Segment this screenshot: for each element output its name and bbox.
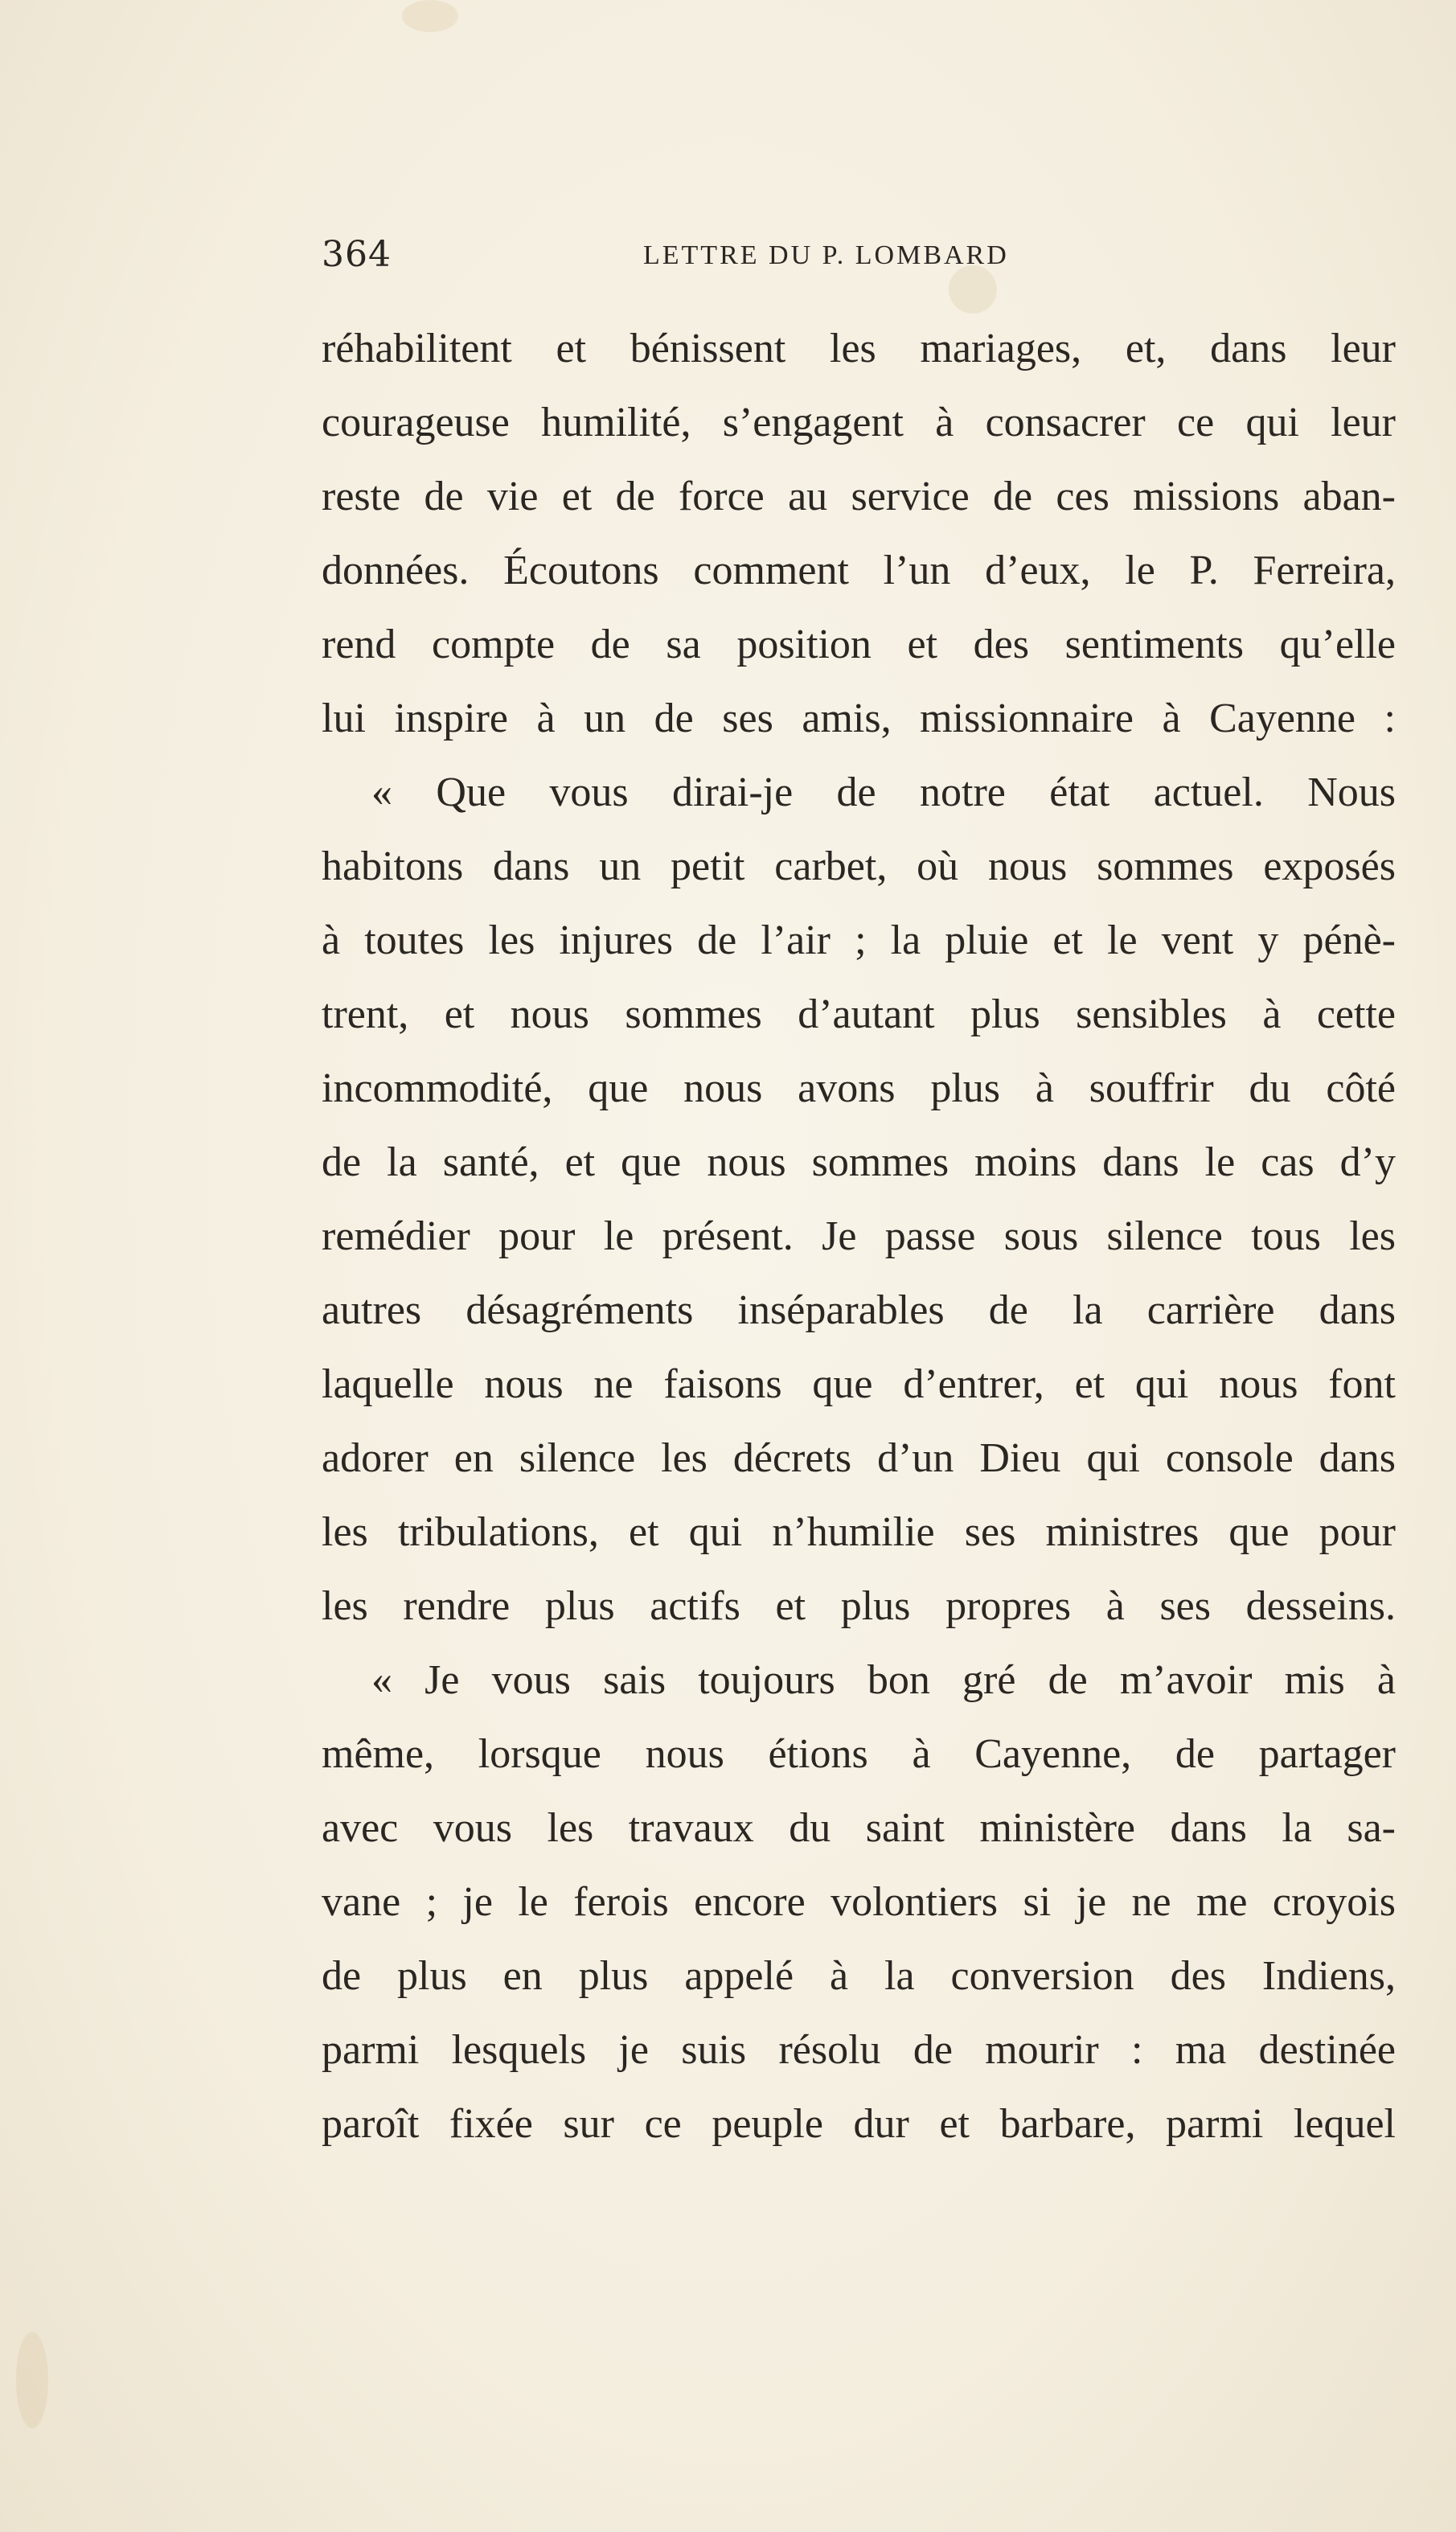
text-line: habitons dans un petit carbet, où nous sommes exposés: [322, 843, 1396, 889]
text-line: les tribulations, et qui n’humilie ses ministres que pour: [322, 1509, 1396, 1555]
text-line: « Que vous dirai-je de notre état actuel. Nous: [371, 769, 1396, 815]
text-line: à toutes les injures de l’air ; la pluie et le vent y pénè-: [322, 917, 1396, 963]
running-head: LETTRE DU P. LOMBARD: [643, 240, 1009, 270]
text-line: avec vous les travaux du saint ministère dans la sa-: [322, 1805, 1396, 1851]
paper-stain: [402, 0, 458, 32]
text-line: données. Écoutons comment l’un d’eux, le P. Ferreira,: [322, 548, 1396, 593]
page-header: [322, 227, 1396, 283]
paper-stain: [16, 2332, 48, 2428]
body-text: [322, 312, 1396, 2161]
text-line: rend compte de sa position et des sentiments qu’elle: [322, 622, 1396, 667]
text-line: courageuse humilité, s’engagent à consacrer ce qui leur: [322, 400, 1396, 445]
text-line: paroît fixée sur ce peuple dur et barbare, parmi lequel: [322, 2101, 1396, 2147]
page-number: 364: [322, 234, 392, 275]
text-line: autres désagréments inséparables de la carrière dans: [322, 1287, 1396, 1333]
text-line: remédier pour le présent. Je passe sous silence tous les: [322, 1213, 1396, 1259]
text-line: parmi lesquels je suis résolu de mourir : ma destinée: [322, 2027, 1396, 2073]
text-line: vane ; je le ferois encore volontiers si je ne me croyois: [322, 1879, 1396, 1925]
text-line: incommodité, que nous avons plus à souffrir du côté: [322, 1065, 1396, 1111]
text-line: laquelle nous ne faisons que d’entrer, et qui nous font: [322, 1361, 1396, 1407]
text-line: de la santé, et que nous sommes moins dans le cas d’y: [322, 1139, 1396, 1185]
text-line: « Je vous sais toujours bon gré de m’avoir mis à: [371, 1657, 1396, 1703]
text-line: même, lorsque nous étions à Cayenne, de partager: [322, 1731, 1396, 1777]
text-line: de plus en plus appelé à la conversion des Indiens,: [322, 1953, 1396, 1999]
text-line: les rendre plus actifs et plus propres à ses desseins.: [322, 1583, 1396, 1629]
text-line: lui inspire à un de ses amis, missionnaire à Cayenne :: [322, 696, 1396, 741]
text-line: reste de vie et de force au service de ces missions aban-: [322, 474, 1396, 519]
text-line: trent, et nous sommes d’autant plus sensibles à cette: [322, 991, 1396, 1037]
text-line: réhabilitent et bénissent les mariages, et, dans leur: [322, 326, 1396, 371]
text-line: adorer en silence les décrets d’un Dieu qui console dans: [322, 1435, 1396, 1481]
